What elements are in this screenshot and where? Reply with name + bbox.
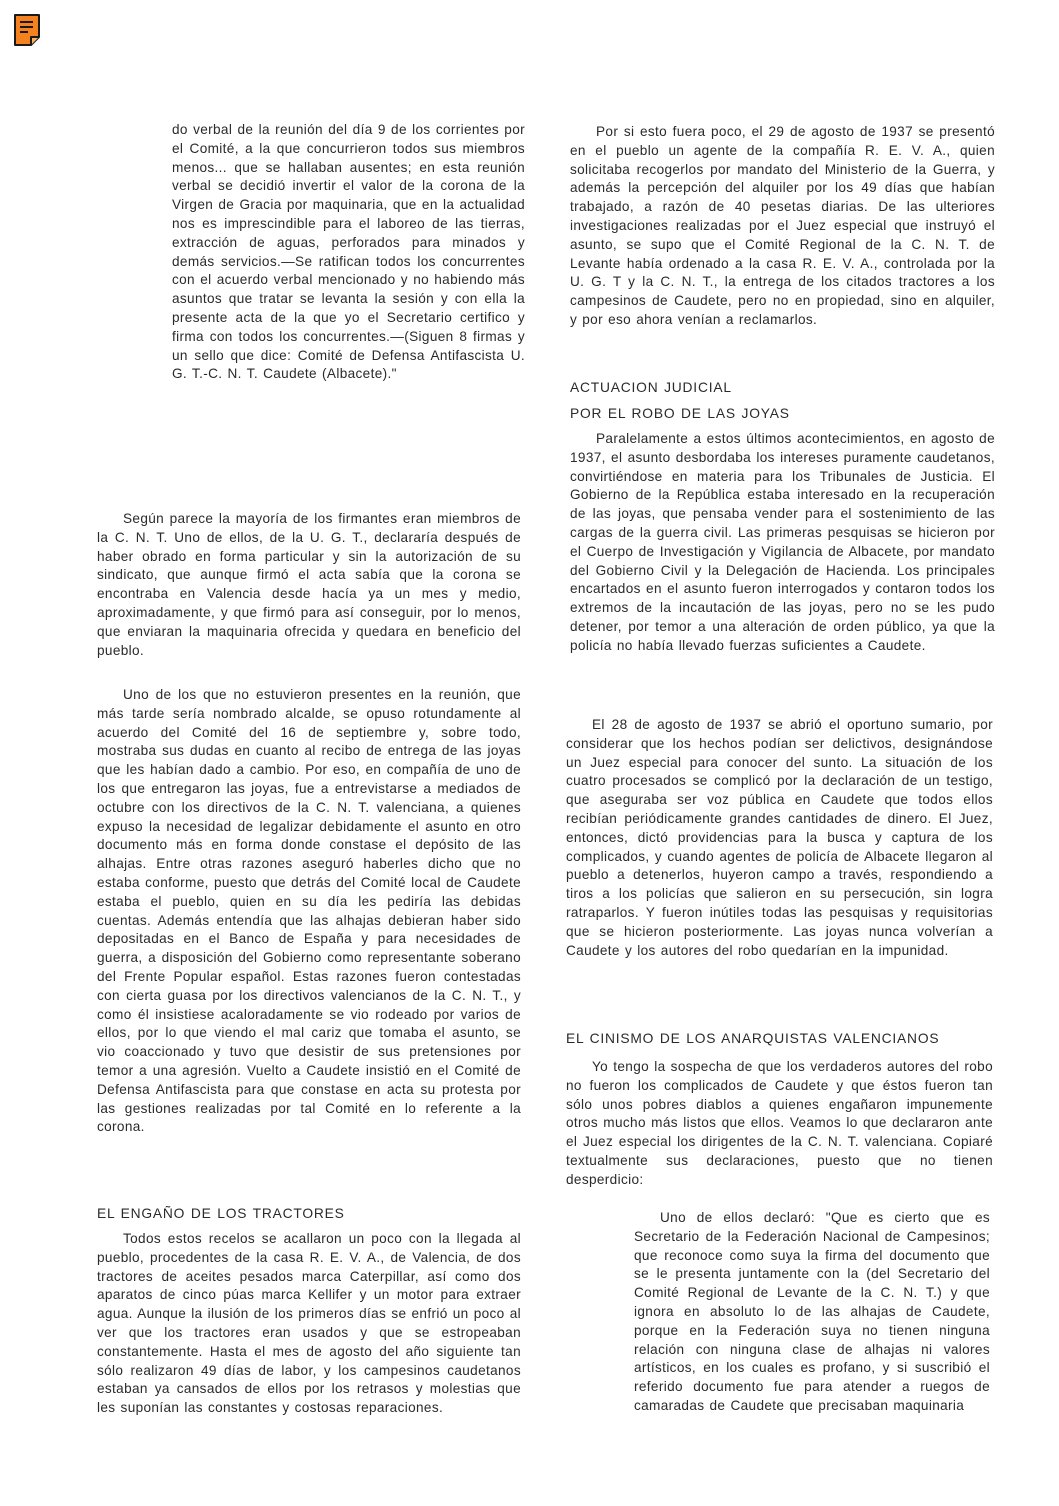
quote-text: Uno de ellos declaró: "Que es cierto que es Secretario de la Federación Nacional de Campesinos; que reconoce como suya la firma del documento que se le presenta juntamente con la (del Secretario del Comité Regional de Levante de la C. N. T.) y que ignora en absoluto lo de las alhajas de Caudete, porque en la Federación suya no tienen ninguna relación con ninguna clase de alhajas ni valores artísticos, en los cuales es profano, y si suscribió el referido documento fue para atender a ruegos de camaradas de Caudete que precisaban maquinaria [634,1210,990,1413]
heading-text: POR EL ROBO DE LAS JOYAS [570,406,790,421]
right-paragraph-3 [566,716,993,960]
right-paragraph-2 [570,430,995,656]
heading-text: EL CINISMO DE LOS ANARQUISTAS VALENCIANOS [566,1031,940,1046]
left-paragraph-3 [97,1230,521,1418]
heading-text: ACTUACION JUDICIAL [570,380,732,395]
heading-text: EL ENGAÑO DE LOS TRACTORES [97,1206,345,1221]
paragraph-text: Yo tengo la sospecha de que los verdaderos autores del robo no fueron los complicados de Caudete y que éstos fueron tan sólo unos pobres diablos a quienes engañaron impunemente otros mucho más listos que ellos. Veamos lo que declararon ante el Juez especial los dirigentes de la C. N. T. valenciana. Copiaré textualmente sus declaraciones, puesto que no tienen desperdicio: [566,1059,993,1187]
left-paragraph-1 [97,510,521,660]
paragraph-text: Según parece la mayoría de los firmantes eran miembros de la C. N. T. Uno de ellos, de la U. G. T., declararía después de haber obrado en forma particular y sin la autorización de su sindicato, que aunque firmó el acta sabía que la corona se encontraba en Valencia desde hacía ya un mes y medio, aproximadamente, y que firmó para así conseguir, por lo menos, que enviaran la maquinaria ofrecida y quedara en beneficio del pueblo. [97,511,521,658]
paragraph-text: Paralelamente a estos últimos acontecimientos, en agosto de 1937, el asunto desbordaba los intereses puramente caudetanos, convirtiéndose en materia para los Tribunales de Justicia. El Gobierno de la República estaba interesado en la recuperación de las joyas, que pensaba vender para el sostenimiento de las cargas de la guerra civil. Las primeras pesquisas se hicieron por el Cuerpo de Investigación y Vigilancia de Albacete, por mandato del Gobierno Civil y la Delegación de Hacienda. Los principales encartados en el asunto fueron interrogados y contaron todos los extremos de la incautación de las joyas, pero no se les pudo detener, por temor a una alteración de orden público, ya que la policía no había llevado fuerzas suficientes a Caudete. [570,431,995,653]
right-paragraph-1 [570,123,995,330]
left-paragraph-2 [97,686,521,1137]
document-note-icon-svg [13,13,43,47]
paragraph-text: Uno de los que no estuvieron presentes en la reunión, que más tarde sería nombrado alcalde, se opuso rotundamente al acuerdo del Comité del 16 de septiembre y, sobre todo, mostraba sus dudas en cuanto al recibo de entrega de las joyas que les habían dado a cambio. Por eso, en compañía de uno de los que entregaron las joyas, fue a entrevistarse a mediados de octubre con los directivos de la C. N. T. valenciana, a quienes expuso la necesidad de legalizar debidamente el asunto en otro documento más en forma donde constase el depósito de las alhajas. Entre otras razones aseguró haberles dicho que no estaba conforme, puesto que detrás del Comité local de Caudete estaba el pueblo, quien en su día les pediría las debidas cuentas. Además entendía que las alhajas debieran haber sido depositadas en el Banco de España y para necesidades de guerra, a disposición del Gobierno como representante soberano del Frente Popular español. Estas razones fueron contestadas con cierta guasa por los directivos valencianos de la C. N. T., y como él insistiese acaloradamente se vio rodeado por varios de ellos, por lo que viendo el mal cariz que tomaba el asunto, se vio coaccionado y tuvo que desistir de sus pretensiones por temor a una agresión. Vuelto a Caudete insistió en el Comité de Defensa Antifascista para que constase en acta su protesta por las gestiones realizadas por tal Comité en lo referente a la corona. [97,687,521,1135]
section-heading-tractores [97,1204,521,1223]
quote-text: do verbal de la reunión del día 9 de los corrientes por el Comité, a la que concurrieron todos sus miembros menos... que se hallaban ausentes; en esta reunión verbal se decidió invertir el valor de la corona de la Virgen de Gracia por maquinaria, que en la actualidad nos es imprescindible para el laboreo de las tierras, extracción de aguas, perforados para minados y demás servicios.—Se ratifican todos los concurrentes con el acuerdo verbal mencionado y no habiendo más asuntos que tratar se levanta la sesión y con ella la presente acta de la que yo el Secretario certifico y firma con todos los concurrentes.—(Siguen 8 firmas y un sello que dice: Comité de Defensa Antifascista U. G. T.-C. N. T. Caudete (Albacete)." [172,122,525,382]
section-heading-actuacion [570,378,995,397]
paragraph-text: El 28 de agosto de 1937 se abrió el oportuno sumario, por considerar que los hechos podían ser delictivos, designándose un Juez especial para conocer del sunto. La situación de los cuatro procesados se complicó por la declaración de un testigo, que aseguraba ser voz pública en Caudete que todos ellos recibían periódicamente grandes cantidades de dinero. El Juez, entonces, dictó providencias para la busca y captura de los complicados, y cuando agentes de policía de Albacete llegaron al pueblo a detenerlos, huyeron campo a través, respondiendo a tiros a los policías que salieron en su persecución, sin logra ratraparlos. Y fueron inútiles todas las pesquisas y requisitorias que se hicieron posteriormente. Las joyas nunca volverían a Caudete y los autores del robo quedarían en la impunidad. [566,717,993,958]
paragraph-text: Por si esto fuera poco, el 29 de agosto de 1937 se presentó en el pueblo un agente de la compañía R. E. V. A., quien solicitaba recogerlos por mandato del Ministerio de la Guerra, y además la percepción del alquiler por los 49 días que habían trabajado, a razón de 40 pesetas diarias. De las ulteriores investigaciones realizadas por el Juez especial que instruyó el asunto, se supo que el Comité Regional de la C. N. T. de Levante había ordenado a la casa R. E. V. A., controlada por la U. G. T y la C. N. T., la entrega de los citados tractores a los campesinos de Caudete, pero no en propiedad, sino en alquiler, y por eso ahora venían a reclamarlos. [570,124,995,327]
paragraph-text: Todos estos recelos se acallaron un poco con la llegada al pueblo, procedentes de la casa R. E. V. A., de Valencia, de dos tractores de aceites pesados marca Caterpillar, así como dos aparatos de cinco púas marca Kellifer y un motor para extraer agua. Aunque la ilusión de los primeros días se enfrió un poco al ver que los tractores eran usados y que se estropeaban constantemente. Hasta el mes de agosto del año siguiente tan sólo realizaron 49 días de labor, y los campesinos caudetanos estaban ya cansados de ellos por los retrasos y molestias que les suponían las constantes y costosas reparaciones. [97,1231,521,1416]
document-note-icon[interactable] [13,13,43,47]
left-quote-block [172,121,525,384]
section-heading-cinismo [566,1029,993,1048]
right-paragraph-4 [566,1058,993,1190]
section-subheading-robo [570,404,995,423]
right-quote-block [634,1209,990,1416]
